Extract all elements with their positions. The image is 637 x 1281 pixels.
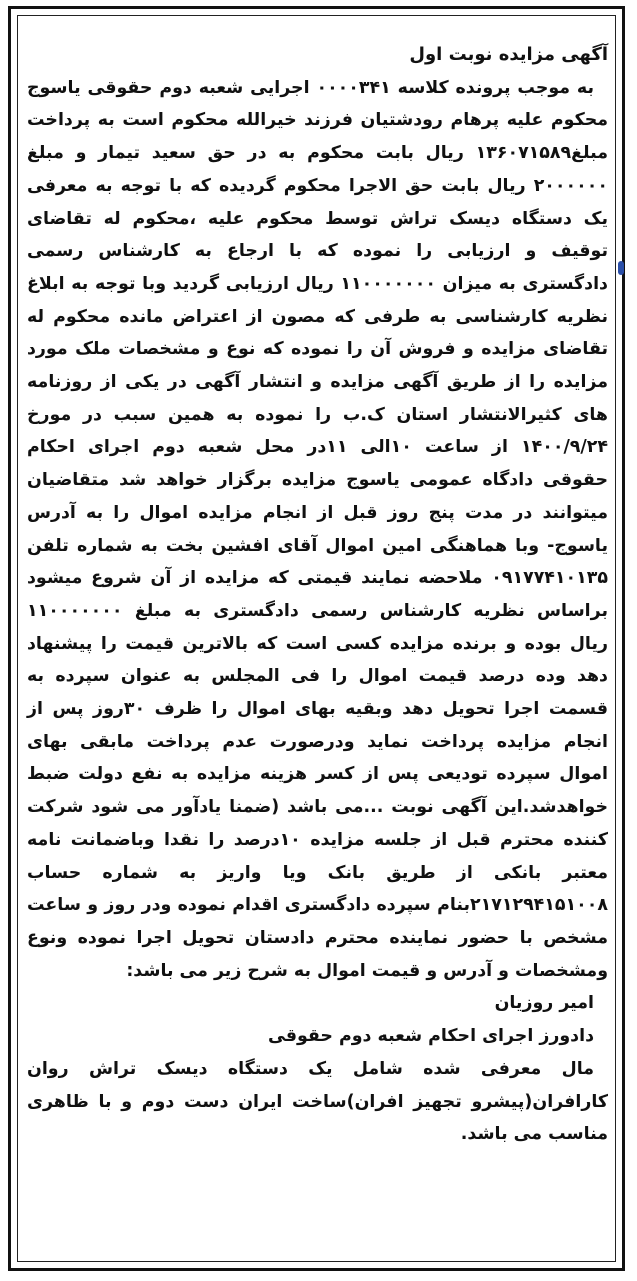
notice-frame — [8, 6, 625, 1271]
notice-content — [27, 39, 608, 1151]
notice-title: آگهی مزایده نوبت اول — [409, 44, 608, 65]
edge-mark — [618, 261, 624, 275]
item-description: مال معرفی شده شامل یک دستگاه دیسک تراش روان کارافران(پیشرو تجهیز افران)ساخت ایران دست دوم و با ظاهری مناسب می باشد. — [27, 1058, 608, 1145]
signer-role: دادورز اجرای احکام شعبه دوم حقوقی — [268, 1026, 594, 1047]
signer-name: امیر روزیان — [494, 993, 594, 1014]
notice-body: به موجب پرونده کلاسه ۰۰۰۰۳۴۱ اجرایی شعبه دوم حقوقی یاسوج محکوم علیه پرهام رودشتیان فرزند خیرالله محکوم است به پرداخت مبلغ۱۳۶۰۷۱۵۸۹ ریال بابت محکوم به در حق سعید تیمار و مبلغ ۲۰۰۰۰۰۰ ریال بابت حق الاجرا محکوم گردیده که با توجه به معرفی یک دستگاه دیسک تراش توسط محکوم علیه ،محکوم له تقاضای توقیف و ارزیابی را نموده که با ارجاع به کارشناس رسمی دادگستری به میزان ۱۱۰۰۰۰۰۰۰ ریال ارزیابی گردید وبا توجه به ابلاغ نظریه کارشناسی به طرفی که مصون از اعتراض مانده محکوم له تقاضای مزایده و فروش آن را نموده که نوع و مشخصات ملک مورد مزایده را از طریق آگهی مزایده و انتشار آگهی در یکی از روزنامه های کثیرالانتشار استان ک.ب را نموده به همین سبب در مورخ ۱۴۰۰/۹/۲۴ از ساعت ۱۰الی ۱۱در محل شعبه دوم اجرای احکام حقوقی دادگاه عمومی یاسوج مزایده برگزار خواهد شد متقاضیان میتوانند در مدت پنج روز قبل از انجام مزایده اموال را به آدرس یاسوج- وبا هماهنگی امین اموال آقای افشین بخت به شماره تلفن ۰۹۱۷۷۴۱۰۱۳۵ ملاحضه نمایند قیمتی که مزایده از آن شروع میشود براساس نظریه کارشناس رسمی دادگستری به مبلغ ۱۱۰۰۰۰۰۰۰ ریال بوده و برنده مزایده کسی است که بالاترین قیمت را پیشنهاد دهد وده درصد قیمت اموال را فی المجلس به عنوان سپرده به قسمت اجرا تحویل دهد وبقیه بهای اموال را ظرف ۳۰روز پس از انجام مزایده پرداخت نماید ودرصورت عدم پرداخت مابقی بهای اموال سپرده تودیعی پس از کسر هزینه مزایده به نفع دولت ضبط خواهدشد.این آگهی نوبت ...می باشد (ضمنا یادآور می شود شرکت کننده محترم قبل از جلسه مزایده ۱۰درصد را نقدا وباضمانت نامه معتبر بانکی از طریق بانک ویا واریز به شماره حساب ۲۱۷۱۲۹۴۱۵۱۰۰۸بنام سپرده دادگستری اقدام نموده ودر روز و ساعت مشخص با حضور نماینده محترم دادستان تحویل اجرا نموده ونوع ومشخصات و آدرس و قیمت اموال به شرح زیر می باشد: — [27, 77, 608, 981]
